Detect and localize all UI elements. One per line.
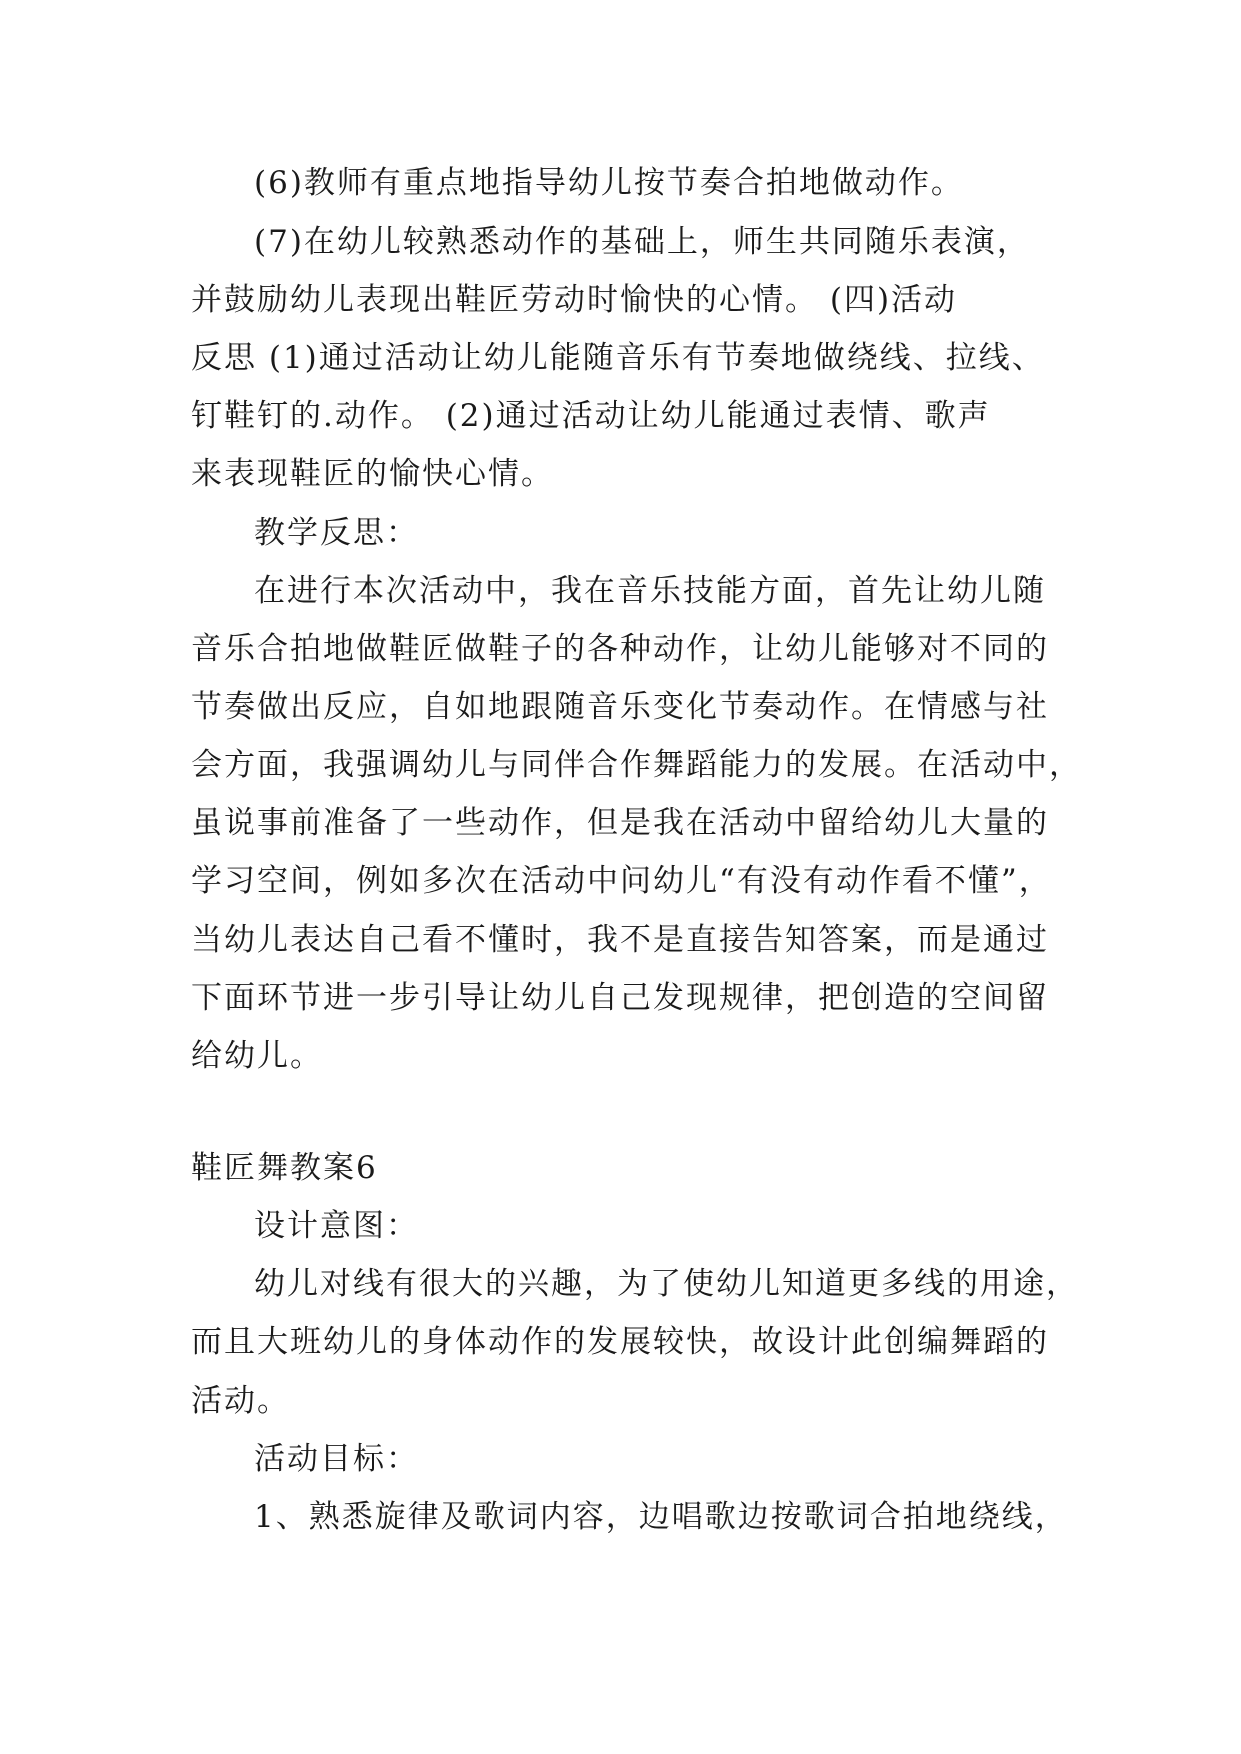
paragraph-line: 钉鞋钉的.动作。 (2)通过活动让幼儿能通过表情、歌声 — [191, 398, 991, 434]
paragraph-line: (7)在幼儿较熟悉动作的基础上，师生共同随乐表演， — [254, 224, 1030, 260]
paragraph-line: (6)教师有重点地指导幼儿按节奏合拍地做动作。 — [254, 165, 964, 201]
paragraph-line: 当幼儿表达自己看不懂时，我不是直接告知答案，而是通过 — [191, 922, 1049, 958]
paragraph-line: 给幼儿。 — [191, 1038, 323, 1074]
paragraph-line: 反思 (1)通过活动让幼儿能随音乐有节奏地做绕线、拉线、 — [191, 340, 1045, 376]
paragraph-line: 来表现鞋匠的愉快心情。 — [191, 456, 554, 492]
section-heading: 教学反思： — [254, 515, 419, 551]
section-heading: 设计意图： — [254, 1208, 419, 1244]
section-heading: 活动目标： — [254, 1441, 419, 1477]
section-title: 鞋匠舞教案6 — [191, 1150, 378, 1186]
paragraph-line: 幼儿对线有很大的兴趣，为了使幼儿知道更多线的用途， — [254, 1266, 1079, 1302]
paragraph-line: 活动。 — [191, 1383, 290, 1419]
paragraph-line: 虽说事前准备了一些动作，但是我在活动中留给幼儿大量的 — [191, 805, 1049, 841]
paragraph-line: 并鼓励幼儿表现出鞋匠劳动时愉快的心情。 (四)活动 — [191, 282, 958, 318]
paragraph-line: 而且大班幼儿的身体动作的发展较快，故设计此创编舞蹈的 — [191, 1324, 1049, 1360]
paragraph-line: 会方面，我强调幼儿与同伴合作舞蹈能力的发展。在活动中， — [191, 747, 1082, 783]
paragraph-line: 在进行本次活动中，我在音乐技能方面，首先让幼儿随 — [254, 573, 1046, 609]
paragraph-line: 节奏做出反应，自如地跟随音乐变化节奏动作。在情感与社 — [191, 689, 1049, 725]
paragraph-line: 学习空间，例如多次在活动中问幼儿“有没有动作看不懂”， — [191, 863, 1052, 899]
paragraph-line: 下面环节进一步引导让幼儿自己发现规律，把创造的空间留 — [191, 980, 1049, 1016]
paragraph-line: 1、熟悉旋律及歌词内容，边唱歌边按歌词合拍地绕线， — [254, 1499, 1068, 1535]
paragraph-line: 音乐合拍地做鞋匠做鞋子的各种动作，让幼儿能够对不同的 — [191, 631, 1049, 667]
